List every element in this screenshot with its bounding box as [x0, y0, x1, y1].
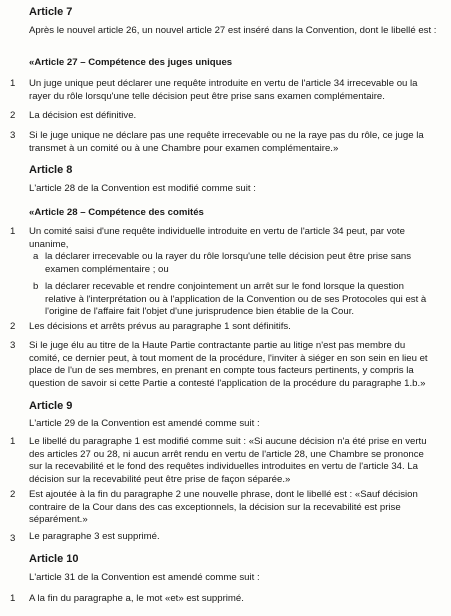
article-9-heading: Article 9: [29, 400, 73, 412]
article-28-paragraph-1: Un comité saisi d'une requête individuelle introduite en vertu de l'article 34 peut, par vote unanime,: [29, 226, 405, 250]
paragraph-number: 1: [10, 78, 16, 89]
article-7-heading: Article 7: [29, 6, 73, 18]
article-8-intro: L'article 28 de la Convention est modifié comme suit :: [29, 183, 256, 194]
paragraph-number: 3: [10, 340, 16, 351]
article-28-subparagraph-b: la déclarer recevable et rendre conjointement un arrêt sur le fond lorsque la question relative à l'interprétation ou à l'application de la Convention ou de ses Protocoles qui est à l'origine de l'affaire fait l'objet d'une jurisprudence bien établie de la Cour.: [45, 281, 427, 318]
article-29-paragraph-2: Est ajoutée à la fin du paragraphe 2 une nouvelle phrase, dont le libellé est : «Sauf décision contraire de la Cour dans des cas exceptionnels, la décision sur la recevabilité est prise séparément.»: [29, 489, 418, 526]
paragraph-number: 1: [10, 436, 16, 447]
article-7-intro: Après le nouvel article 26, un nouvel article 27 est inséré dans la Convention, dont le libellé est :: [29, 25, 437, 36]
subparagraph-letter: b: [33, 281, 39, 292]
article-10-heading: Article 10: [29, 553, 79, 565]
article-28-paragraph-3: Si le juge élu au titre de la Haute Partie contractante partie au litige n'est pas membre du comité, ce dernier peut, à tout moment de la procédure, l'inviter à siéger en son sein en lieu et place de l'un de ses membres, en prenant en compte tous facteurs pertinents, y compris la question de savoir si cette Partie a contesté l'application de la procédure du paragraphe 1.b.»: [29, 340, 428, 389]
subparagraph-letter: a: [33, 251, 39, 262]
paragraph-number: 3: [10, 130, 16, 141]
article-27-title: «Article 27 – Compétence des juges uniques: [29, 57, 233, 68]
article-29-paragraph-1: Le libellé du paragraphe 1 est modifié comme suit : «Si aucune décision n'a été prise en vertu des articles 27 ou 28, ni aucun arrêt rendu en vertu de l'article 28, une Chambre se prononce sur la recevabilité et le fond des requêtes individuelles introduites en vertu de l'article 34. La décision sur la recevabilité peut être prise de façon séparée.»: [29, 436, 427, 485]
article-10-intro: L'article 31 de la Convention est amendé comme suit :: [29, 572, 260, 583]
paragraph-number: 2: [10, 110, 16, 121]
article-27-paragraph-2: La décision est définitive.: [29, 110, 137, 121]
paragraph-number: 1: [10, 593, 16, 604]
paragraph-number: 2: [10, 321, 16, 332]
article-9-intro: L'article 29 de la Convention est amendé comme suit :: [29, 418, 260, 429]
paragraph-number: 2: [10, 489, 16, 500]
article-8-heading: Article 8: [29, 164, 73, 176]
paragraph-number: 3: [10, 533, 16, 544]
article-29-paragraph-3: Le paragraphe 3 est supprimé.: [29, 531, 160, 542]
article-31-paragraph-1: A la fin du paragraphe a, le mot «et» est supprimé.: [29, 593, 244, 604]
article-28-title: «Article 28 – Compétence des comités: [29, 207, 204, 218]
paragraph-number: 1: [10, 226, 16, 237]
article-27-paragraph-1: Un juge unique peut déclarer une requête introduite en vertu de l'article 34 irrecevable ou la rayer du rôle lorsqu'une telle décision peut être prise sans examen complémentaire.: [29, 78, 418, 102]
article-28-paragraph-2: Les décisions et arrêts prévus au paragraphe 1 sont définitifs.: [29, 321, 291, 332]
article-28-subparagraph-a: la déclarer irrecevable ou la rayer du rôle lorsqu'une telle décision peut être prise sans examen complémentaire ; ou: [45, 251, 412, 275]
article-27-paragraph-3: Si le juge unique ne déclare pas une requête irrecevable ou ne la raye pas du rôle, ce juge la transmet à un comité ou à une Chambre pour examen complémentaire.»: [29, 130, 424, 154]
